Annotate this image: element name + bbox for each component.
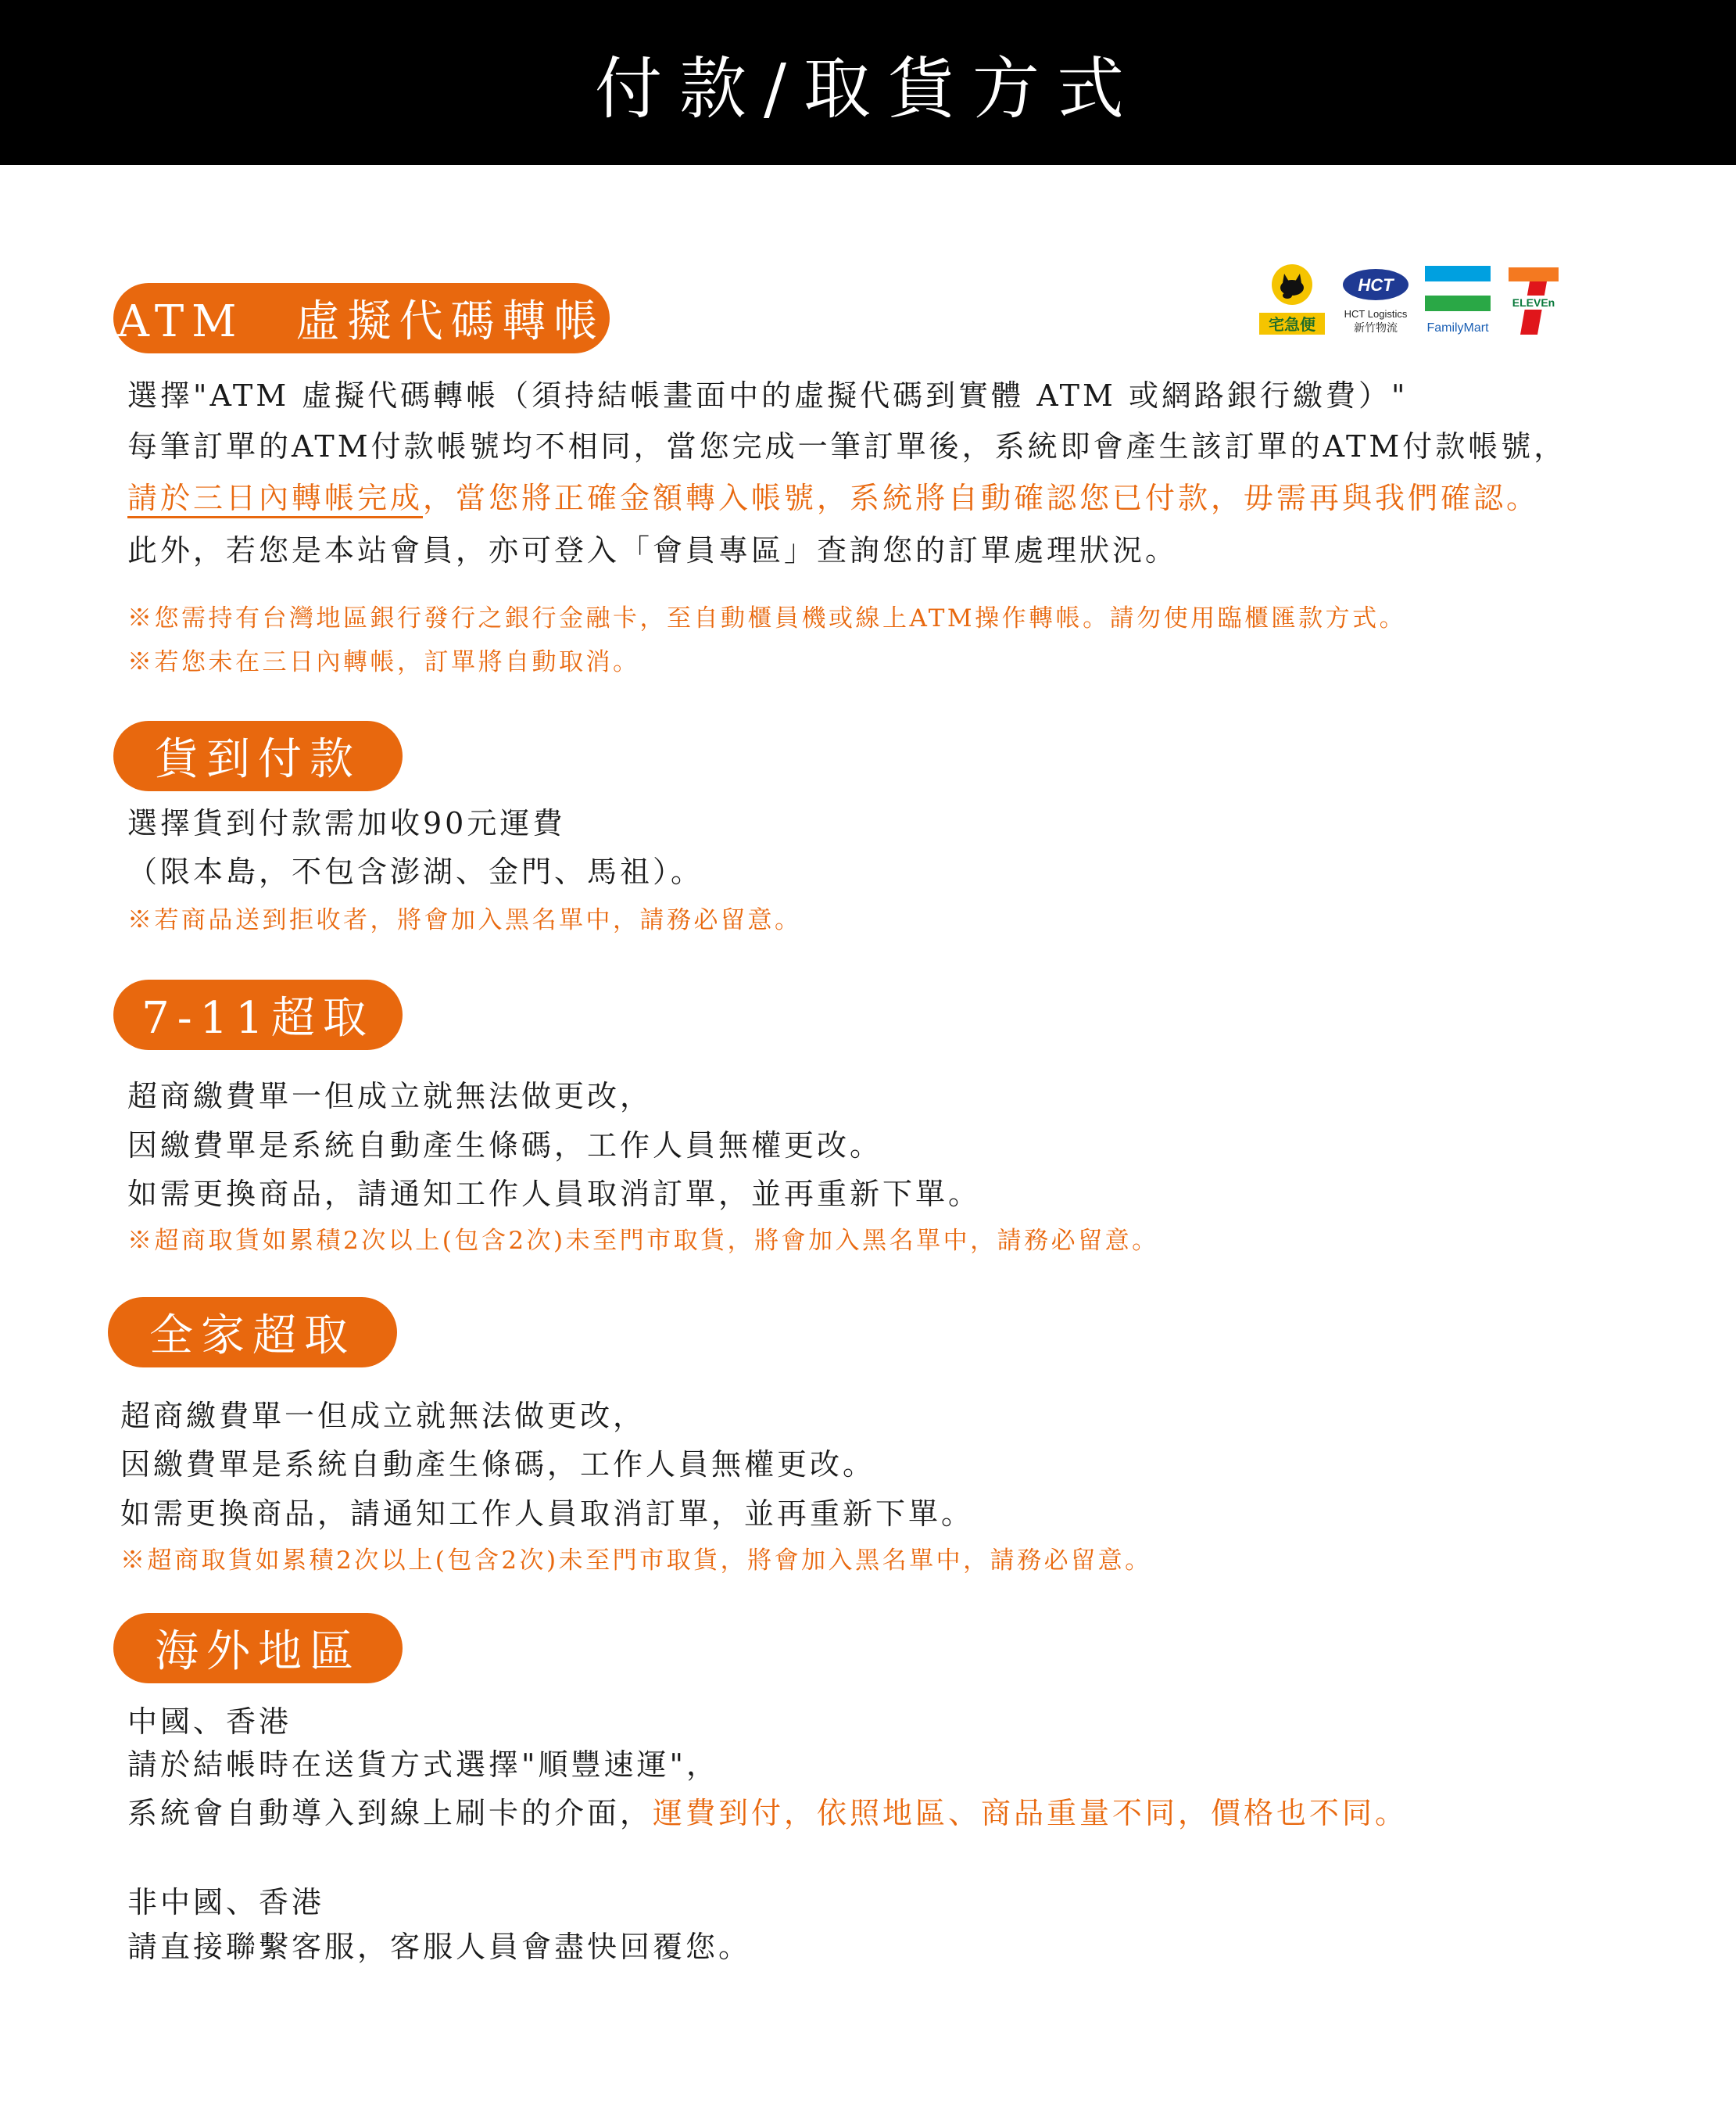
cod-section-title — [113, 721, 403, 791]
family-line-2: 因繳費單是系統自動產生條碼，工作人員無權更改。 — [120, 1447, 876, 1482]
atm-line-3 — [127, 481, 1539, 517]
overseas-section-title — [113, 1613, 403, 1683]
atm-line-2: 每筆訂單的ATM付款帳號均不相同，當您完成一筆訂單後，系統即會產生該訂單的ATM付款帳號， — [127, 429, 1567, 464]
seven-section-title — [113, 980, 403, 1050]
overseas-shipping-text: 運費到付，依照地區、商品重量不同，價格也不同。 — [653, 1796, 1408, 1830]
familymart-logo — [1425, 266, 1491, 335]
hct-line2: 新竹物流 — [1354, 322, 1398, 335]
atm-section-title — [113, 283, 610, 353]
kuroneko-label: 宅急便 — [1269, 315, 1315, 334]
page-title: 付款/取貨方式 — [595, 49, 1141, 128]
atm-note-1: ※您需持有台灣地區銀行發行之銀行金融卡，至自動櫃員機或線上ATM操作轉帳。請勿使用臨櫃匯款方式。 — [127, 604, 1407, 633]
hct-line1: HCT Logistics — [1344, 308, 1408, 320]
seven-line-1: 超商繳費單一但成立就無法做更改， — [127, 1079, 653, 1113]
atm-note-2: ※若您未在三日內轉帳，訂單將自動取消。 — [127, 648, 640, 676]
overseas-line-5: 請直接聯繫客服，客服人員會盡快回覆您。 — [127, 1930, 752, 1964]
seven-title-text: 7-11超取 — [141, 993, 374, 1044]
page-header — [0, 0, 1736, 165]
familymart-label: FamilyMart — [1426, 321, 1489, 335]
seven-eleven-logo — [1509, 267, 1559, 335]
cod-note-1: ※若商品送到拒收者，將會加入黑名單中，請務必留意。 — [127, 906, 802, 934]
seven-line-3: 如需更換商品，請通知工作人員取消訂單，並再重新下單。 — [127, 1177, 982, 1211]
family-section-title — [108, 1297, 397, 1367]
kuroneko-logo — [1259, 264, 1325, 335]
overseas-line-3 — [127, 1796, 1408, 1832]
atm-line-4: 此外，若您是本站會員，亦可登入「會員專區」查詢您的訂單處理狀況。 — [127, 533, 1179, 568]
family-line-1: 超商繳費單一但成立就無法做更改， — [120, 1399, 646, 1433]
overseas-redirect-text: 系統會自動導入到線上刷卡的介面， — [127, 1796, 653, 1830]
seven-line-2: 因繳費單是系統自動產生條碼，工作人員無權更改。 — [127, 1128, 883, 1163]
cod-line-1: 選擇貨到付款需加收90元運費 — [127, 806, 566, 840]
atm-line-1: 選擇"ATM 虛擬代碼轉帳（須持結帳畫面中的虛擬代碼到實體 ATM 或網路銀行繳費）" — [127, 378, 1408, 413]
atm-deadline-text: 請於三日內轉帳完成 — [127, 481, 424, 515]
family-line-3: 如需更換商品，請通知工作人員取消訂單，並再重新下單。 — [120, 1496, 975, 1531]
family-title-text: 全家超取 — [149, 1310, 356, 1361]
hct-name: HCT — [1358, 275, 1394, 295]
cod-title-text: 貨到付款 — [155, 734, 361, 785]
seven-eleven-label: ELEVEn — [1512, 296, 1555, 309]
family-note-1: ※超商取貨如累積2次以上(包含2次)未至門市取貨，將會加入黑名單中，請務必留意。 — [120, 1547, 1152, 1575]
overseas-title-text: 海外地區 — [155, 1626, 361, 1677]
atm-title-text: ATM 虛擬代碼轉帳 — [117, 296, 606, 347]
cod-line-2: （限本島，不包含澎湖、金門、馬祖）。 — [127, 855, 704, 889]
overseas-line-4: 非中國、香港 — [127, 1885, 325, 1919]
atm-auto-confirm-text: ，當您將正確金額轉入帳號，系統將自動確認您已付款，毋需再與我們確認。 — [423, 481, 1540, 515]
overseas-line-2: 請於結帳時在送貨方式選擇"順豐速運"， — [127, 1747, 719, 1782]
seven-note-1: ※超商取貨如累積2次以上(包含2次)未至門市取貨，將會加入黑名單中，請務必留意。 — [127, 1227, 1159, 1255]
overseas-line-1: 中國、香港 — [127, 1704, 292, 1739]
carrier-logos — [1255, 261, 1567, 339]
hct-logo — [1343, 269, 1408, 335]
